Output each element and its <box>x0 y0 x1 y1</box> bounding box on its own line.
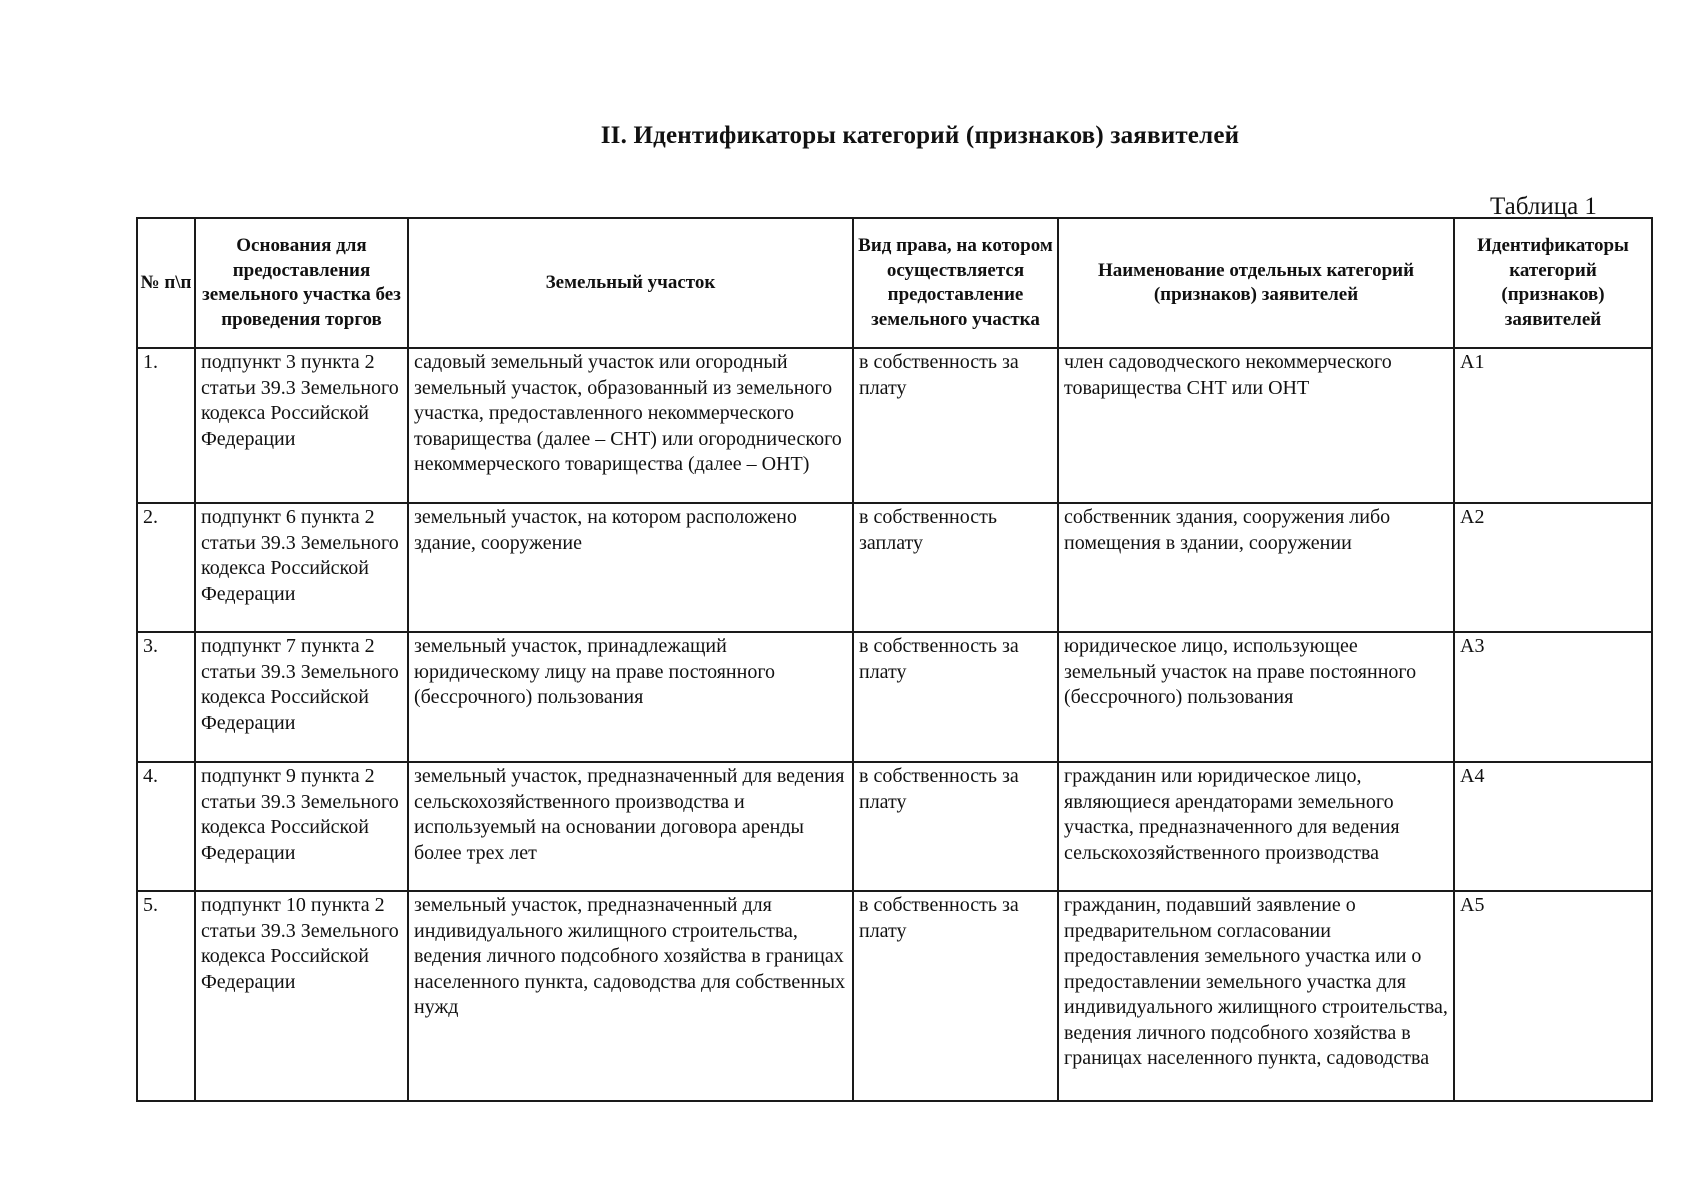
cell-basis: подпункт 3 пункта 2 статьи 39.3 Земельного кодекса Российской Федерации <box>195 348 408 503</box>
cell-right-type: в собственность за плату <box>853 762 1058 891</box>
table-caption: Таблица 1 <box>1490 193 1597 220</box>
cell-right-type: в собственность за плату <box>853 632 1058 762</box>
cell-category-name: член садоводческого некоммерческого товарищества СНТ или ОНТ <box>1058 348 1454 503</box>
cell-right-type: в собственность заплату <box>853 503 1058 632</box>
header-right-type: Вид права, на котором осуществляется предоставление земельного участка <box>853 218 1058 348</box>
cell-category-name: гражданин, подавший заявление о предварительном согласовании предоставления земельного участка или о предоставлении земельного участка для индивидуального жилищного строительства, ведения личного подсобного хозяйства в границах населенного пункта, садоводства <box>1058 891 1454 1101</box>
table-row <box>137 632 1652 762</box>
header-land-plot: Земельный участок <box>408 218 853 348</box>
cell-right-type: в собственность за плату <box>853 348 1058 503</box>
cell-num: 1. <box>137 348 195 503</box>
table-row <box>137 348 1652 503</box>
document-title: II. Идентификаторы категорий (признаков) заявителей <box>600 122 1240 149</box>
cell-identifier: А3 <box>1454 632 1652 762</box>
cell-num: 3. <box>137 632 195 762</box>
cell-identifier: А2 <box>1454 503 1652 632</box>
cell-identifier: А1 <box>1454 348 1652 503</box>
table-row <box>137 891 1652 1101</box>
cell-identifier: А4 <box>1454 762 1652 891</box>
cell-basis: подпункт 7 пункта 2 статьи 39.3 Земельного кодекса Российской Федерации <box>195 632 408 762</box>
cell-land-plot: садовый земельный участок или огородный земельный участок, образованный из земельного участка, предоставленного некоммерческого товарищества (далее – СНТ) или огороднического некоммерческого товарищества (далее – ОНТ) <box>408 348 853 503</box>
cell-basis: подпункт 6 пункта 2 статьи 39.3 Земельного кодекса Российской Федерации <box>195 503 408 632</box>
cell-land-plot: земельный участок, предназначенный для индивидуального жилищного строительства, ведения личного подсобного хозяйства в границах населенного пункта, садоводства для собственных нужд <box>408 891 853 1101</box>
cell-num: 5. <box>137 891 195 1101</box>
header-num: № п\п <box>137 218 195 348</box>
cell-land-plot: земельный участок, предназначенный для ведения сельскохозяйственного производства и используемый на основании договора аренды более трех лет <box>408 762 853 891</box>
cell-identifier: А5 <box>1454 891 1652 1101</box>
table-row <box>137 762 1652 891</box>
table-row <box>137 503 1652 632</box>
header-identifier: Идентификаторы категорий (признаков) заявителей <box>1454 218 1652 348</box>
cell-land-plot: земельный участок, на котором расположено здание, сооружение <box>408 503 853 632</box>
cell-land-plot: земельный участок, принадлежащий юридическому лицу на праве постоянного (бессрочного) пользования <box>408 632 853 762</box>
cell-basis: подпункт 9 пункта 2 статьи 39.3 Земельного кодекса Российской Федерации <box>195 762 408 891</box>
header-category-name: Наименование отдельных категорий (признаков) заявителей <box>1058 218 1454 348</box>
header-basis: Основания для предоставления земельного участка без проведения торгов <box>195 218 408 348</box>
identifiers-table <box>136 217 1653 1102</box>
cell-category-name: юридическое лицо, использующее земельный участок на праве постоянного (бессрочного) пользования <box>1058 632 1454 762</box>
cell-category-name: собственник здания, сооружения либо помещения в здании, сооружении <box>1058 503 1454 632</box>
cell-num: 2. <box>137 503 195 632</box>
cell-num: 4. <box>137 762 195 891</box>
table-header-row <box>137 218 1652 348</box>
cell-basis: подпункт 10 пункта 2 статьи 39.3 Земельного кодекса Российской Федерации <box>195 891 408 1101</box>
cell-right-type: в собственность за плату <box>853 891 1058 1101</box>
cell-category-name: гражданин или юридическое лицо, являющиеся арендаторами земельного участка, предназначенного для ведения сельскохозяйственного производства <box>1058 762 1454 891</box>
